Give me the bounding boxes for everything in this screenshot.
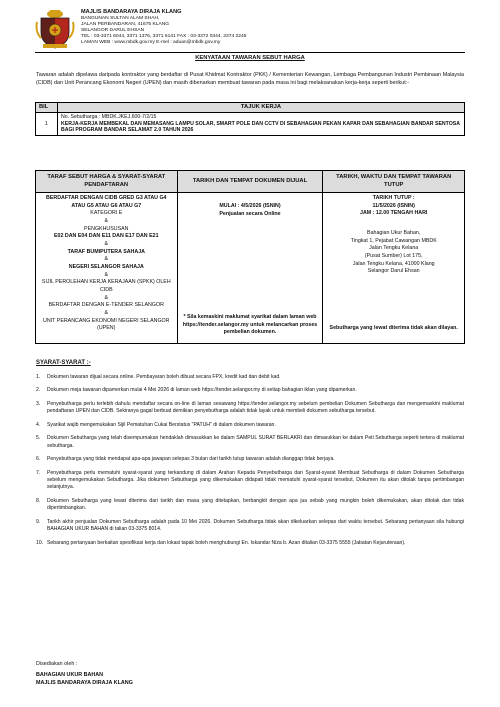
condition-item — [36, 498, 464, 513]
registration-line: BERDAFTAR DENGAN E-TENDER SELANGOR — [48, 302, 164, 309]
condition-number: 3. — [36, 400, 41, 407]
registration-line: & — [104, 310, 109, 317]
condition-text: Syarikat wajib mengemukakan Sijil Pematuhan Cukai Berstatus "PATUH" di dalam dokumen tawaran. — [47, 421, 276, 428]
sale-details — [177, 193, 323, 344]
quotation-details-table — [35, 170, 465, 344]
condition-item — [36, 519, 464, 534]
condition-text: Penyebutharga yang tidak mendapat apa-apa jawapan selepas 3 bulan dari tarikh tutup tawaran adalah dianggap tidak berjaya. — [47, 456, 335, 463]
registration-line: TARAF BUMIPUTERA SAHAJA — [67, 248, 145, 255]
department-name: BAHAGIAN UKUR BAHAN — [36, 671, 104, 678]
sale-note: * Sila kemaskini maklumat syarikat dalam laman web https://tender.selangor.my untuk melancarkan proses pembelian dokumen. — [182, 313, 318, 336]
condition-text: Dokumen tawaran dijual secara online. Pembayaran boleh dibuat secara FPX, kredit kad dan debit kad. — [47, 373, 281, 380]
address-line: SELANGOR DARUL EHSAN — [81, 27, 145, 33]
sale-start-date: MULAI : 4/5/2026 (ISNIN) — [219, 203, 281, 209]
registration-line: & — [104, 218, 109, 225]
address-line: Bahagian Ukur Bahan, — [367, 230, 421, 237]
registration-line: & — [104, 241, 109, 248]
registration-line: PENGKHUSUSAN — [84, 225, 129, 232]
conditions-section — [36, 360, 464, 553]
banner — [35, 52, 465, 62]
condition-item — [36, 374, 464, 381]
condition-item — [36, 456, 464, 463]
intro-paragraph: Tawaran adalah dipelawa daripada kontraktor yang berdaftar di Pusat Khidmat Kontraktor (PKK) / Kementerian Kewangan, Lembaga Pembangunan Industri Pembinaan Malaysia (CIDB) dan Unit Perancang Ekonomi Negeri (UPEN) dan masih dibenarkan membuat tawaran pada masa ini bagi melaksanakan kerja-kerja seperti berikut:- — [36, 72, 464, 87]
notice-title: KENYATAAN TAWARAN SEBUT HARGA — [195, 55, 305, 61]
table-row — [36, 193, 465, 344]
sale-mode: Penjualan secara Online — [219, 210, 281, 217]
work-title: KERJA-KERJA MEMBEKAL DAN MEMASANG LAMPU SOLAR, SMART POLE DAN CCTV DI SEBAHAGIAN PEKAN KAPAR DAN SEBAHAGIAN BANDAR SENTOSA BAGI PROGRAM BANDAR SELAMAT 2.0 TAHUN 2026 — [61, 120, 460, 134]
registration-line: BERDAFTAR DENGAN CIDB GRED G3 ATAU G4 ATAU G5 ATAU G6 ATAU G7 — [46, 195, 167, 209]
address-line: JALAN PERBANDARAN, 41675 KLANG — [81, 21, 170, 27]
condition-text: Tarikh akhir penjualan Dokumen Sebutharga adalah pada 10 Mei 2026. Dokumen Sebutharga tidak akan dikeluarkan selepas dari waktu tersebut. Sebarang pertanyaan sila hubungi BAHAGIAN UKUR BAHAN di talian 03-3375 8014. — [47, 518, 464, 533]
address-line: Jalan Tengku Kelana — [369, 245, 419, 252]
col-header-registration: TARAF SEBUT HARGA & SYARAT-SYARAT PENDAFTARAN — [36, 171, 178, 193]
condition-number: 9. — [36, 518, 41, 525]
address-line: (Pusat Sumber) Lot 175, — [364, 253, 423, 260]
letterhead-text — [81, 9, 246, 46]
registration-line: KATEGORI E — [90, 210, 123, 217]
mbdk-crest-icon — [35, 8, 75, 50]
letterhead — [35, 8, 465, 52]
condition-text: Penyebutharga perlu mematuhi syarat-syarat yang terkandung di dalam Arahan Kepada Penyebutharga dan Syarat-syarat Membuat Sebutharga di dalam Dokumen Sebutharga sebelum mengemukakan Sebutharga. Jika dokumen Sebutharga yang dikemukakan didapati tidak mematuhi syarat-syarat tersebut, Dokumen itu akan ditolak tanpa pertimbangan selanjutnya. — [47, 469, 464, 491]
prepared-by — [36, 661, 133, 687]
condition-number: 6. — [36, 456, 41, 463]
condition-text: Dokumen Sebutharga yang lewat diterima dari tarikh dan masa yang ditetapkan, berbangkit dengan apa jua sebab yang mungkin boleh dikemukakan, akan ditolak dan tidak dipertimbangkan. — [47, 497, 464, 512]
table-row — [36, 113, 465, 136]
table-header-row — [36, 171, 465, 193]
closing-date: 11/5/2026 (ISNIN) — [372, 202, 415, 209]
col-header-closing: TARIKH, WAKTU DAN TEMPAT TAWARAN TUTUP — [323, 171, 465, 193]
condition-item — [36, 435, 464, 450]
table-header-row — [36, 103, 465, 113]
conditions-title: SYARAT-SYARAT :- — [36, 360, 91, 366]
address-line: BANGUNAN SULTAN ALAM SHAH, — [81, 15, 160, 21]
condition-number: 5. — [36, 435, 41, 442]
registration-line: & — [104, 256, 109, 263]
condition-item — [36, 470, 464, 492]
col-header-tajuk: TAJUK KERJA — [58, 103, 465, 113]
web-email-line: LAMAN WEB : www.mbdk.gov.my E-mel : aduan@mbdk.gov.my — [81, 39, 221, 45]
address-line: Jalan Tengku Kelana, 41000 Klang — [352, 260, 435, 267]
condition-item — [36, 422, 464, 429]
condition-number: 4. — [36, 421, 41, 428]
org-name: MAJLIS BANDARAYA DIRAJA KLANG — [81, 9, 182, 15]
condition-text: Penyebutharga perlu terlebih dahulu mendaftar secara on-line di laman sesawang https://tender.selangor.my sebelum pembelian Dokumen Sebutharga dan mengemaskini maklumat pendaftaran UPEN dan CIDB. Sekiranya gagal berbuat demikian penyebutharga adalah tidak layak untuk membeli dokumen sebutharga tersebut. — [47, 400, 464, 414]
closing-address — [326, 230, 461, 276]
col-header-sale: TARIKH DAN TEMPAT DOKUMEN DIJUAL — [177, 171, 323, 193]
registration-line: SIJIL PEROLEHAN KERJA KERAJAAN (SPKK) OLEH CIDB — [41, 279, 171, 294]
condition-text: Sebarang pertanyaan berkaitan spesifikasi kerja dan lokasi tapak boleh menghubungi En. Iskandar Niza b. Azan ditalian 03-3375 5555 (Jabatan Kejuruteraan). — [47, 539, 406, 546]
condition-number: 1. — [36, 373, 41, 380]
condition-number: 8. — [36, 497, 41, 504]
council-name: MAJLIS BANDARAYA DIRAJA KLANG — [36, 679, 133, 686]
registration-line: NEGERI SELANGOR SAHAJA — [68, 264, 144, 271]
condition-item — [36, 387, 464, 394]
registration-line: & — [104, 294, 109, 301]
col-header-bil: BIL — [36, 103, 58, 113]
condition-number: 10. — [36, 539, 44, 546]
condition-text: Dokumen meja tawaran dipamerkan mulai 4 Mei 2026 di laman web https://tender.selangor.my di setiap bahagian iklan yang dipamerkan. — [47, 387, 357, 394]
condition-item — [36, 401, 464, 416]
condition-number: 7. — [36, 469, 41, 476]
quotation-reference: No. Sebutharga : MBDK.JKEJ.600-7/2/15 — [61, 114, 157, 121]
work-cell — [58, 113, 465, 136]
condition-text: Dokumen Sebutharga yang telah disempurnakan hendaklah dimasukkan ke dalam SAMPUL SURAT BERLAKRI dan dimasukkan ke dalam Peti Sebutharga seperti tertera di maklumat sebutharga. — [47, 435, 464, 449]
closing-details — [323, 193, 465, 344]
row-number: 1 — [36, 113, 58, 136]
work-title-table — [35, 102, 465, 136]
closing-time: JAM : 12.00 TENGAH HARI — [360, 210, 428, 217]
prepared-by-label: Disediakan oleh : — [36, 661, 78, 667]
registration-line: E02 DAN E04 DAN E11 DAN E17 DAN E21 — [54, 233, 159, 240]
condition-number: 2. — [36, 387, 41, 394]
address-line: Tingkat 1, Pejabat Cawangan MBDK — [350, 237, 437, 244]
closing-label: TARIKH TUTUP : — [372, 195, 415, 201]
late-submission-note: Sebutharga yang lewat diterima tidak akan dilayan. — [329, 325, 458, 332]
contact-line: TEL : 03-3371 6044, 3371 1376, 3371 6141 FAX : 03-3372 0344, 3374 2245 — [81, 33, 247, 39]
registration-line: & — [104, 271, 109, 278]
registration-line: UNIT PERANCANG EKONOMI NEGERI SELANGOR (UPEN) — [43, 317, 170, 332]
conditions-list — [36, 374, 464, 548]
address-line: Selangor Darul Ehsan — [367, 268, 420, 275]
registration-requirements — [36, 193, 178, 344]
condition-item — [36, 540, 464, 547]
